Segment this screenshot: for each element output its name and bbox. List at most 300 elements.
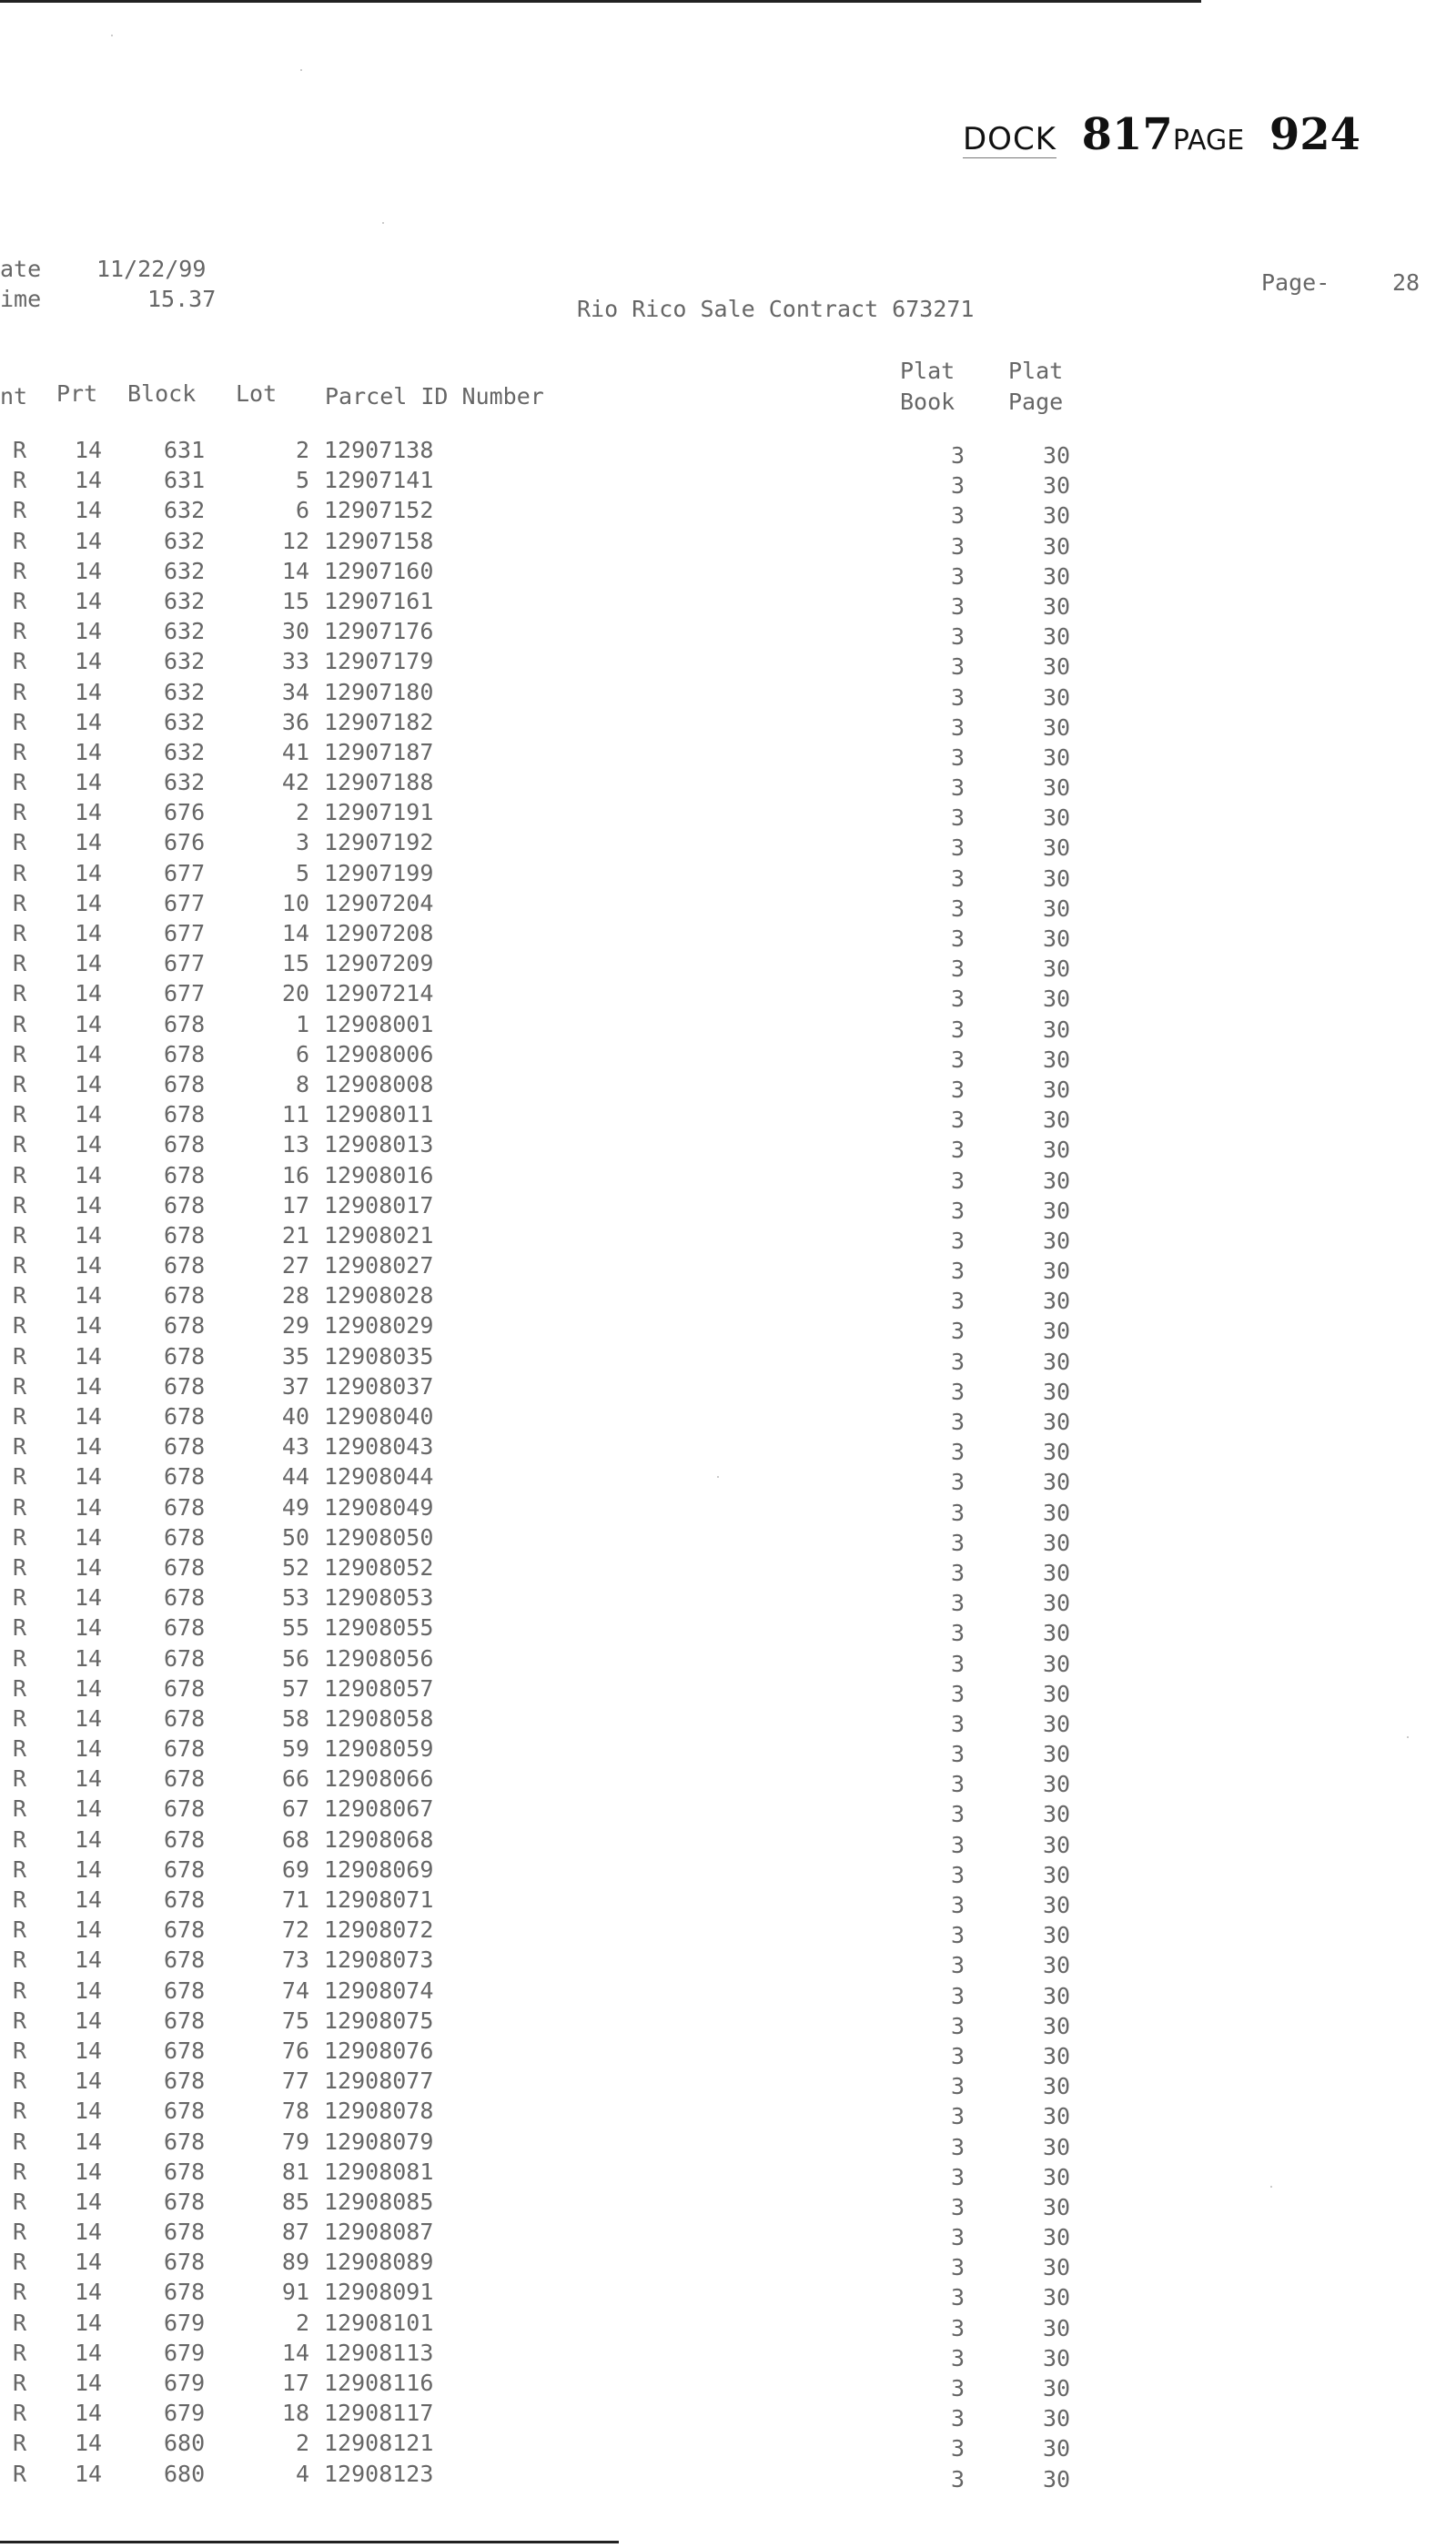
- table-row: [0, 1131, 1456, 1164]
- table-row: [0, 2037, 1456, 2068]
- cell-plat-book: 3: [951, 1076, 966, 1103]
- cell-prt: 14: [75, 1795, 103, 1823]
- cell-unit: R: [13, 1644, 27, 1672]
- cell-plat-book: 3: [951, 804, 966, 832]
- cell-block: 632: [164, 738, 206, 765]
- cell-prt: 14: [75, 799, 103, 826]
- cell-unit: R: [13, 708, 27, 735]
- cell-unit: R: [13, 437, 27, 463]
- cell-parcel-id: 12908091: [324, 2279, 434, 2306]
- table-row: [0, 829, 1456, 862]
- cell-plat-book: 3: [951, 1227, 966, 1254]
- cell-plat-book: 3: [951, 1107, 966, 1134]
- cell-prt: 14: [75, 1010, 103, 1037]
- table-row: [0, 679, 1456, 709]
- table-row: [0, 1463, 1456, 1496]
- cell-parcel-id: 12908123: [324, 2460, 434, 2487]
- cell-parcel-id: 12908011: [324, 1101, 434, 1128]
- cell-parcel-id: 12908087: [324, 2219, 434, 2246]
- page-label: Page-: [1261, 269, 1330, 296]
- cell-lot: 53: [281, 1584, 309, 1612]
- cell-lot: 40: [281, 1403, 309, 1430]
- table-row: [0, 1192, 1456, 1222]
- cell-prt: 14: [75, 1101, 103, 1128]
- cell-parcel-id: 12907191: [324, 799, 434, 826]
- cell-unit: R: [13, 1977, 27, 2004]
- cell-lot: 71: [281, 1886, 309, 1913]
- cell-plat-book: 3: [951, 1499, 966, 1526]
- cell-lot: 5: [295, 859, 309, 886]
- col-header-plat-book-1: Plat: [900, 358, 956, 384]
- cell-plat-book: 3: [951, 1801, 966, 1828]
- cell-plat-book: 3: [951, 1197, 966, 1224]
- cell-unit: R: [13, 1131, 27, 1158]
- table-row: [0, 890, 1456, 920]
- cell-prt: 14: [75, 1161, 103, 1188]
- cell-unit: R: [13, 618, 27, 645]
- table-row: [0, 618, 1456, 651]
- cell-plat-book: 3: [951, 623, 966, 651]
- cell-plat-page: 30: [1043, 623, 1071, 651]
- cell-unit: R: [13, 1704, 27, 1732]
- cell-parcel-id: 12908089: [324, 2249, 434, 2276]
- cell-plat-book: 3: [951, 1439, 966, 1466]
- cell-plat-book: 3: [951, 2193, 966, 2220]
- cell-prt: 14: [75, 1191, 103, 1218]
- cell-parcel-id: 12908078: [324, 2098, 434, 2125]
- col-header-block: Block: [127, 380, 197, 407]
- cell-unit: R: [13, 2219, 27, 2246]
- cell-parcel-id: 12908067: [324, 1795, 434, 1823]
- cell-parcel-id: 12908069: [324, 1855, 434, 1883]
- cell-lot: 33: [281, 648, 309, 675]
- cell-block: 677: [164, 920, 206, 946]
- cell-block: 677: [164, 980, 206, 1007]
- table-row: [0, 860, 1456, 890]
- cell-plat-book: 3: [951, 2405, 966, 2432]
- cell-prt: 14: [75, 769, 103, 796]
- cell-parcel-id: 12908008: [324, 1070, 434, 1097]
- cell-block: 678: [164, 1644, 206, 1672]
- cell-prt: 14: [75, 2128, 103, 2155]
- cell-block: 678: [164, 1735, 206, 1763]
- cell-parcel-id: 12907204: [324, 889, 434, 916]
- cell-parcel-id: 12908074: [324, 1977, 434, 2004]
- cell-prt: 14: [75, 2158, 103, 2185]
- cell-plat-book: 3: [951, 956, 966, 983]
- cell-plat-page: 30: [1043, 1922, 1071, 1949]
- table-row: [0, 1403, 1456, 1433]
- cell-plat-book: 3: [951, 925, 966, 952]
- table-row: [0, 497, 1456, 530]
- cell-parcel-id: 12908028: [324, 1282, 434, 1309]
- cell-block: 678: [164, 1765, 206, 1793]
- cell-block: 678: [164, 1101, 206, 1128]
- table-row: [0, 1826, 1456, 1856]
- cell-lot: 14: [281, 2339, 309, 2366]
- table-row: [0, 467, 1456, 500]
- cell-plat-page: 30: [1043, 2284, 1071, 2311]
- cell-lot: 58: [281, 1704, 309, 1732]
- cell-prt: 14: [75, 2188, 103, 2215]
- cell-block: 677: [164, 950, 206, 977]
- cell-lot: 35: [281, 1342, 309, 1370]
- cell-unit: R: [13, 829, 27, 856]
- cell-prt: 14: [75, 2249, 103, 2276]
- cell-unit: R: [13, 950, 27, 977]
- cell-unit: R: [13, 1312, 27, 1340]
- cell-parcel-id: 12908081: [324, 2158, 434, 2185]
- cell-parcel-id: 12908068: [324, 1825, 434, 1853]
- bottom-rule: [0, 2541, 619, 2543]
- stamp-book-label: DOCK: [963, 121, 1057, 157]
- cell-unit: R: [13, 1553, 27, 1581]
- cell-lot: 20: [281, 980, 309, 1007]
- table-row: [0, 739, 1456, 769]
- cell-unit: R: [13, 1825, 27, 1853]
- cell-lot: 68: [281, 1825, 309, 1853]
- cell-prt: 14: [75, 2309, 103, 2336]
- cell-lot: 28: [281, 1282, 309, 1309]
- cell-plat-book: 3: [951, 1861, 966, 1888]
- cell-unit: R: [13, 1252, 27, 1279]
- cell-prt: 14: [75, 1040, 103, 1067]
- cell-unit: R: [13, 2068, 27, 2095]
- report-title: Rio Rico Sale Contract 673271: [577, 296, 975, 322]
- cell-block: 678: [164, 1614, 206, 1642]
- col-header-parcel-id: Parcel ID Number: [325, 383, 544, 410]
- scan-speck: [382, 222, 384, 224]
- table-row: [0, 2461, 1456, 2491]
- col-header-plat-page-2: Page: [1008, 389, 1064, 415]
- cell-plat-page: 30: [1043, 2042, 1071, 2069]
- cell-unit: R: [13, 1403, 27, 1430]
- cell-lot: 5: [295, 467, 309, 494]
- cell-plat-book: 3: [951, 2042, 966, 2069]
- cell-block: 632: [164, 557, 206, 584]
- cell-plat-book: 3: [951, 683, 966, 711]
- cell-unit: R: [13, 980, 27, 1007]
- cell-unit: R: [13, 799, 27, 826]
- cell-unit: R: [13, 2098, 27, 2125]
- cell-parcel-id: 12907182: [324, 708, 434, 735]
- cell-unit: R: [13, 859, 27, 886]
- cell-block: 678: [164, 2128, 206, 2155]
- cell-block: 678: [164, 1916, 206, 1944]
- cell-unit: R: [13, 1735, 27, 1763]
- cell-plat-book: 3: [951, 472, 966, 500]
- cell-plat-page: 30: [1043, 1831, 1071, 1858]
- cell-plat-page: 30: [1043, 2224, 1071, 2251]
- table-row: [0, 1675, 1456, 1705]
- stamp-page-label: PAGE: [1172, 125, 1245, 157]
- cell-unit: R: [13, 738, 27, 765]
- cell-unit: R: [13, 1282, 27, 1309]
- cell-lot: 91: [281, 2279, 309, 2306]
- col-header-prt: Prt: [56, 380, 98, 407]
- cell-prt: 14: [75, 738, 103, 765]
- table-row: [0, 1645, 1456, 1675]
- cell-plat-page: 30: [1043, 834, 1071, 862]
- table-row: [0, 2219, 1456, 2249]
- cell-plat-book: 3: [951, 2314, 966, 2341]
- cell-block: 676: [164, 829, 206, 856]
- cell-parcel-id: 12908071: [324, 1886, 434, 1913]
- cell-plat-book: 3: [951, 1348, 966, 1375]
- cell-unit: R: [13, 1101, 27, 1128]
- page-number: 28: [1392, 269, 1421, 296]
- cell-block: 679: [164, 2339, 206, 2366]
- table-row: [0, 1614, 1456, 1647]
- cell-block: 678: [164, 1131, 206, 1158]
- cell-prt: 14: [75, 437, 103, 463]
- cell-parcel-id: 12908052: [324, 1553, 434, 1581]
- cell-block: 678: [164, 1252, 206, 1279]
- cell-prt: 14: [75, 950, 103, 977]
- table-row: [0, 1373, 1456, 1403]
- cell-prt: 14: [75, 1523, 103, 1551]
- cell-lot: 72: [281, 1916, 309, 1944]
- cell-unit: R: [13, 920, 27, 946]
- cell-unit: R: [13, 2279, 27, 2306]
- cell-plat-page: 30: [1043, 532, 1071, 560]
- cell-lot: 43: [281, 1433, 309, 1461]
- cell-lot: 29: [281, 1312, 309, 1340]
- cell-parcel-id: 12907138: [324, 437, 434, 463]
- cell-prt: 14: [75, 1977, 103, 2004]
- cell-plat-book: 3: [951, 2254, 966, 2281]
- cell-block: 677: [164, 859, 206, 886]
- scan-speck: [300, 69, 302, 71]
- cell-plat-page: 30: [1043, 2133, 1071, 2160]
- cell-lot: 14: [281, 557, 309, 584]
- cell-plat-book: 3: [951, 1892, 966, 1918]
- table-row: [0, 1524, 1456, 1554]
- cell-unit: R: [13, 1886, 27, 1913]
- cell-plat-book: 3: [951, 1046, 966, 1073]
- cell-prt: 14: [75, 2430, 103, 2457]
- cell-lot: 55: [281, 1614, 309, 1642]
- col-header-plat-book-2: Book: [900, 389, 956, 415]
- cell-prt: 14: [75, 1221, 103, 1249]
- cell-prt: 14: [75, 2007, 103, 2034]
- table-row: [0, 1886, 1456, 1916]
- cell-block: 631: [164, 437, 206, 463]
- cell-plat-book: 3: [951, 1680, 966, 1707]
- cell-parcel-id: 12908056: [324, 1644, 434, 1672]
- cell-unit: R: [13, 2400, 27, 2427]
- cell-plat-page: 30: [1043, 1016, 1071, 1043]
- cell-plat-book: 3: [951, 2012, 966, 2039]
- cell-parcel-id: 12908121: [324, 2430, 434, 2457]
- cell-parcel-id: 12908101: [324, 2309, 434, 2336]
- cell-plat-page: 30: [1043, 1197, 1071, 1224]
- cell-unit: R: [13, 1342, 27, 1370]
- cell-lot: 14: [281, 920, 309, 946]
- cell-parcel-id: 12907188: [324, 769, 434, 796]
- cell-plat-page: 30: [1043, 895, 1071, 922]
- cell-block: 632: [164, 497, 206, 524]
- table-row: [0, 1795, 1456, 1828]
- cell-block: 678: [164, 2219, 206, 2246]
- time-value: 15.37: [147, 286, 217, 312]
- table-row: [0, 648, 1456, 681]
- cell-plat-page: 30: [1043, 1801, 1071, 1828]
- cell-plat-page: 30: [1043, 1258, 1071, 1285]
- cell-plat-page: 30: [1043, 1892, 1071, 1918]
- cell-plat-page: 30: [1043, 502, 1071, 530]
- cell-lot: 17: [281, 1191, 309, 1218]
- cell-block: 678: [164, 2007, 206, 2034]
- cell-plat-page: 30: [1043, 2073, 1071, 2100]
- cell-lot: 74: [281, 1977, 309, 2004]
- cell-lot: 17: [281, 2370, 309, 2396]
- cell-parcel-id: 12907209: [324, 950, 434, 977]
- cell-prt: 14: [75, 1282, 103, 1309]
- cell-lot: 89: [281, 2249, 309, 2276]
- cell-plat-book: 3: [951, 864, 966, 892]
- cell-plat-page: 30: [1043, 1982, 1071, 2009]
- cell-lot: 30: [281, 618, 309, 645]
- cell-block: 678: [164, 1191, 206, 1218]
- cell-unit: R: [13, 527, 27, 554]
- cell-plat-book: 3: [951, 1378, 966, 1405]
- scan-speck: [1407, 1736, 1409, 1738]
- cell-prt: 14: [75, 1493, 103, 1521]
- cell-plat-page: 30: [1043, 1107, 1071, 1134]
- table-row: [0, 1312, 1456, 1345]
- cell-plat-page: 30: [1043, 1167, 1071, 1194]
- top-rule: [0, 0, 1201, 3]
- cell-lot: 49: [281, 1493, 309, 1521]
- cell-prt: 14: [75, 1584, 103, 1612]
- cell-lot: 37: [281, 1372, 309, 1400]
- cell-block: 678: [164, 1704, 206, 1732]
- cell-unit: R: [13, 1795, 27, 1823]
- cell-parcel-id: 12908044: [324, 1463, 434, 1491]
- cell-prt: 14: [75, 527, 103, 554]
- cell-prt: 14: [75, 708, 103, 735]
- cell-parcel-id: 12907192: [324, 829, 434, 856]
- table-row: [0, 1916, 1456, 1949]
- cell-parcel-id: 12908073: [324, 1946, 434, 1974]
- cell-plat-page: 30: [1043, 956, 1071, 983]
- table-row: [0, 2189, 1456, 2219]
- cell-prt: 14: [75, 1342, 103, 1370]
- cell-plat-book: 3: [951, 1710, 966, 1737]
- cell-block: 631: [164, 467, 206, 494]
- cell-block: 632: [164, 769, 206, 796]
- cell-lot: 34: [281, 678, 309, 705]
- cell-parcel-id: 12907180: [324, 678, 434, 705]
- table-row: [0, 2279, 1456, 2309]
- table-row: [0, 2430, 1456, 2460]
- cell-plat-book: 3: [951, 1982, 966, 2009]
- cell-parcel-id: 12907161: [324, 587, 434, 614]
- table-row: [0, 1162, 1456, 1192]
- table-row: [0, 1946, 1456, 1977]
- table-row: [0, 1343, 1456, 1373]
- table-row: [0, 1705, 1456, 1735]
- cell-plat-page: 30: [1043, 442, 1071, 469]
- cell-unit: R: [13, 1584, 27, 1612]
- table-row: [0, 1011, 1456, 1041]
- table-row: [0, 1101, 1456, 1134]
- cell-block: 678: [164, 2188, 206, 2215]
- cell-plat-book: 3: [951, 2465, 966, 2492]
- cell-unit: R: [13, 557, 27, 584]
- cell-parcel-id: 12907176: [324, 618, 434, 645]
- cell-lot: 2: [295, 799, 309, 826]
- cell-prt: 14: [75, 678, 103, 705]
- cell-prt: 14: [75, 1553, 103, 1581]
- cell-plat-book: 3: [951, 2224, 966, 2251]
- cell-parcel-id: 12908085: [324, 2188, 434, 2215]
- cell-parcel-id: 12908059: [324, 1735, 434, 1763]
- cell-prt: 14: [75, 1765, 103, 1793]
- cell-plat-page: 30: [1043, 2254, 1071, 2281]
- cell-plat-book: 3: [951, 502, 966, 530]
- table-row: [0, 2128, 1456, 2159]
- cell-plat-page: 30: [1043, 743, 1071, 771]
- cell-parcel-id: 12907214: [324, 980, 434, 1007]
- cell-block: 678: [164, 2037, 206, 2064]
- cell-plat-page: 30: [1043, 1318, 1071, 1345]
- cell-prt: 14: [75, 2339, 103, 2366]
- table-row: [0, 1071, 1456, 1101]
- cell-parcel-id: 12908077: [324, 2068, 434, 2095]
- cell-unit: R: [13, 1372, 27, 1400]
- cell-plat-page: 30: [1043, 2193, 1071, 2220]
- cell-lot: 81: [281, 2158, 309, 2185]
- cell-block: 678: [164, 1584, 206, 1612]
- cell-lot: 8: [295, 1070, 309, 1097]
- cell-parcel-id: 12908027: [324, 1252, 434, 1279]
- cell-prt: 14: [75, 1855, 103, 1883]
- cell-lot: 11: [281, 1101, 309, 1128]
- table-row: [0, 558, 1456, 588]
- cell-block: 678: [164, 1463, 206, 1491]
- book-page-stamp: [963, 109, 1360, 160]
- cell-plat-page: 30: [1043, 1409, 1071, 1435]
- cell-prt: 14: [75, 1886, 103, 1913]
- cell-parcel-id: 12907141: [324, 467, 434, 494]
- table-row: [0, 950, 1456, 983]
- cell-parcel-id: 12908049: [324, 1493, 434, 1521]
- cell-plat-page: 30: [1043, 683, 1071, 711]
- cell-block: 678: [164, 1523, 206, 1551]
- cell-prt: 14: [75, 618, 103, 645]
- cell-prt: 14: [75, 980, 103, 1007]
- cell-plat-page: 30: [1043, 1137, 1071, 1164]
- cell-lot: 10: [281, 889, 309, 916]
- cell-parcel-id: 12908057: [324, 1674, 434, 1702]
- cell-plat-book: 3: [951, 834, 966, 862]
- cell-prt: 14: [75, 467, 103, 494]
- table-row: [0, 1765, 1456, 1798]
- cell-plat-book: 3: [951, 1258, 966, 1285]
- cell-lot: 75: [281, 2007, 309, 2034]
- table-row: [0, 1433, 1456, 1466]
- cell-plat-page: 30: [1043, 653, 1071, 681]
- cell-parcel-id: 12907187: [324, 738, 434, 765]
- cell-unit: R: [13, 1161, 27, 1188]
- cell-lot: 15: [281, 950, 309, 977]
- cell-plat-page: 30: [1043, 1046, 1071, 1073]
- cell-plat-book: 3: [951, 1137, 966, 1164]
- cell-plat-page: 30: [1043, 2314, 1071, 2341]
- cell-prt: 14: [75, 2219, 103, 2246]
